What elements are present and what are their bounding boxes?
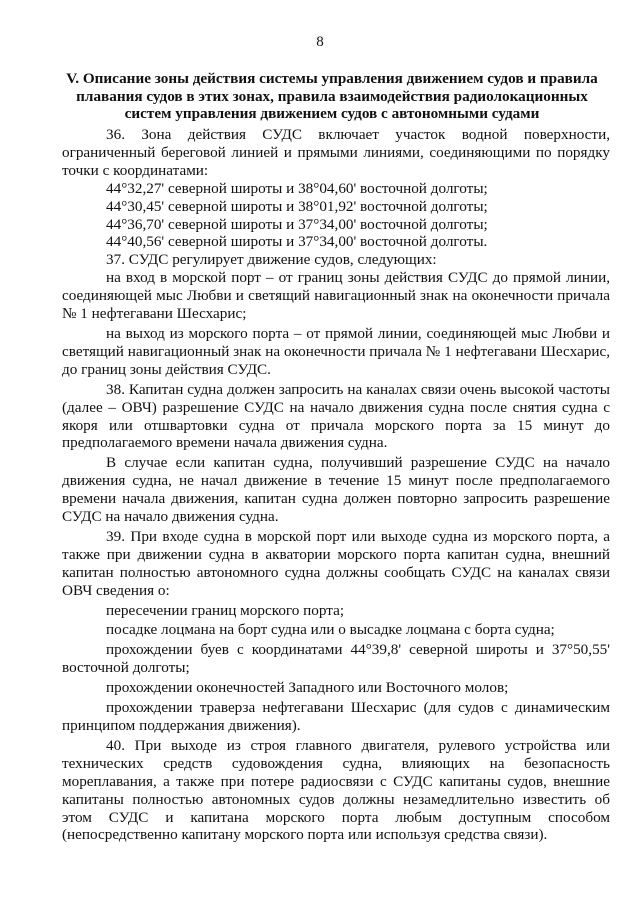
paragraph-40: 40. При выходе из строя главного двигателя, рулевого устройства или технических средств судовождения судна, влияющих на безопасность мореплавания, а также при потере радиосвязи с СУДС капитаны судов, внешние капитаны полностью автономных судов должны незамедлительно известить об этом СУДС и капитана морского порта любым доступным способом (непосредственно капитану морского порта или используя средства связи).	[62, 736, 610, 844]
list-item: пересечении границ морского порта;	[106, 601, 345, 619]
page-number: 8	[316, 34, 324, 50]
coordinate-line: 44°30,45' северной широты и 38°01,92' восточной долготы;	[106, 197, 488, 215]
list-item: на выход из морского порта – от прямой линии, соединяющей мыс Любви и светящий навигационный знак на оконечности причала № 1 нефтегавани Шесхарис, до границ зоны действия СУДС.	[62, 324, 610, 378]
list-item: прохождении оконечностей Западного или Восточного молов;	[106, 679, 509, 697]
list-item: на вход в морской порт – от границ зоны действия СУДС до прямой линии, соединяющей мыс Любви и светящий навигационный знак на оконечности причала № 1 нефтегавани Шесхарис;	[62, 269, 610, 323]
paragraph-38: 38. Капитан судна должен запросить на каналах связи очень высокой частоты (далее – ОВЧ) разрешение СУДС на начало движения судна после снятия судна с якоря или отшвартовки судна от причала морского порта за 15 минут до предполагаемого времени начала движения судна.	[62, 380, 610, 452]
section-heading: V. Описание зоны действия системы управления движением судов и правила плавания судов в этих зонах, правила взаимодействия радиолокационных систем управления движением судов с автономными судами	[66, 70, 598, 122]
paragraph-37: 37. СУДС регулирует движение судов, следующих:	[106, 251, 437, 269]
coordinate-line: 44°40,56' северной широты и 37°34,00' восточной долготы.	[106, 233, 488, 251]
paragraph: В случае если капитан судна, получивший разрешение СУДС на начало движения судна, не начал движение в течение 15 минут после предполагаемого времени начала движения, капитан судна должен повторно запросить разрешение СУДС на начало движения судна.	[62, 454, 610, 526]
list-item: прохождении буев с координатами 44°39,8' северной широты и 37°50,55' восточной долготы;	[62, 641, 610, 677]
coordinate-line: 44°36,70' северной широты и 37°34,00' восточной долготы;	[106, 215, 488, 233]
paragraph-36: 36. Зона действия СУДС включает участок водной поверхности, ограниченный береговой линией и прямыми линиями, соединяющими по порядку точки с координатами:	[62, 126, 610, 179]
list-item: посадке лоцмана на борт судна или о высадке лоцмана с борта судна;	[106, 621, 555, 639]
paragraph-39: 39. При входе судна в морской порт или выходе судна из морского порта, а также при движении судна в акватории морского порта капитан судна, внешний капитан полностью автономного судна должны сообщать СУДС на каналах связи ОВЧ сведения о:	[62, 527, 610, 599]
coordinate-line: 44°32,27' северной широты и 38°04,60' восточной долготы;	[106, 179, 488, 197]
list-item: прохождении траверза нефтегавани Шесхарис (для судов с динамическим принципом поддержания движения).	[62, 699, 610, 734]
document-body	[62, 126, 610, 844]
